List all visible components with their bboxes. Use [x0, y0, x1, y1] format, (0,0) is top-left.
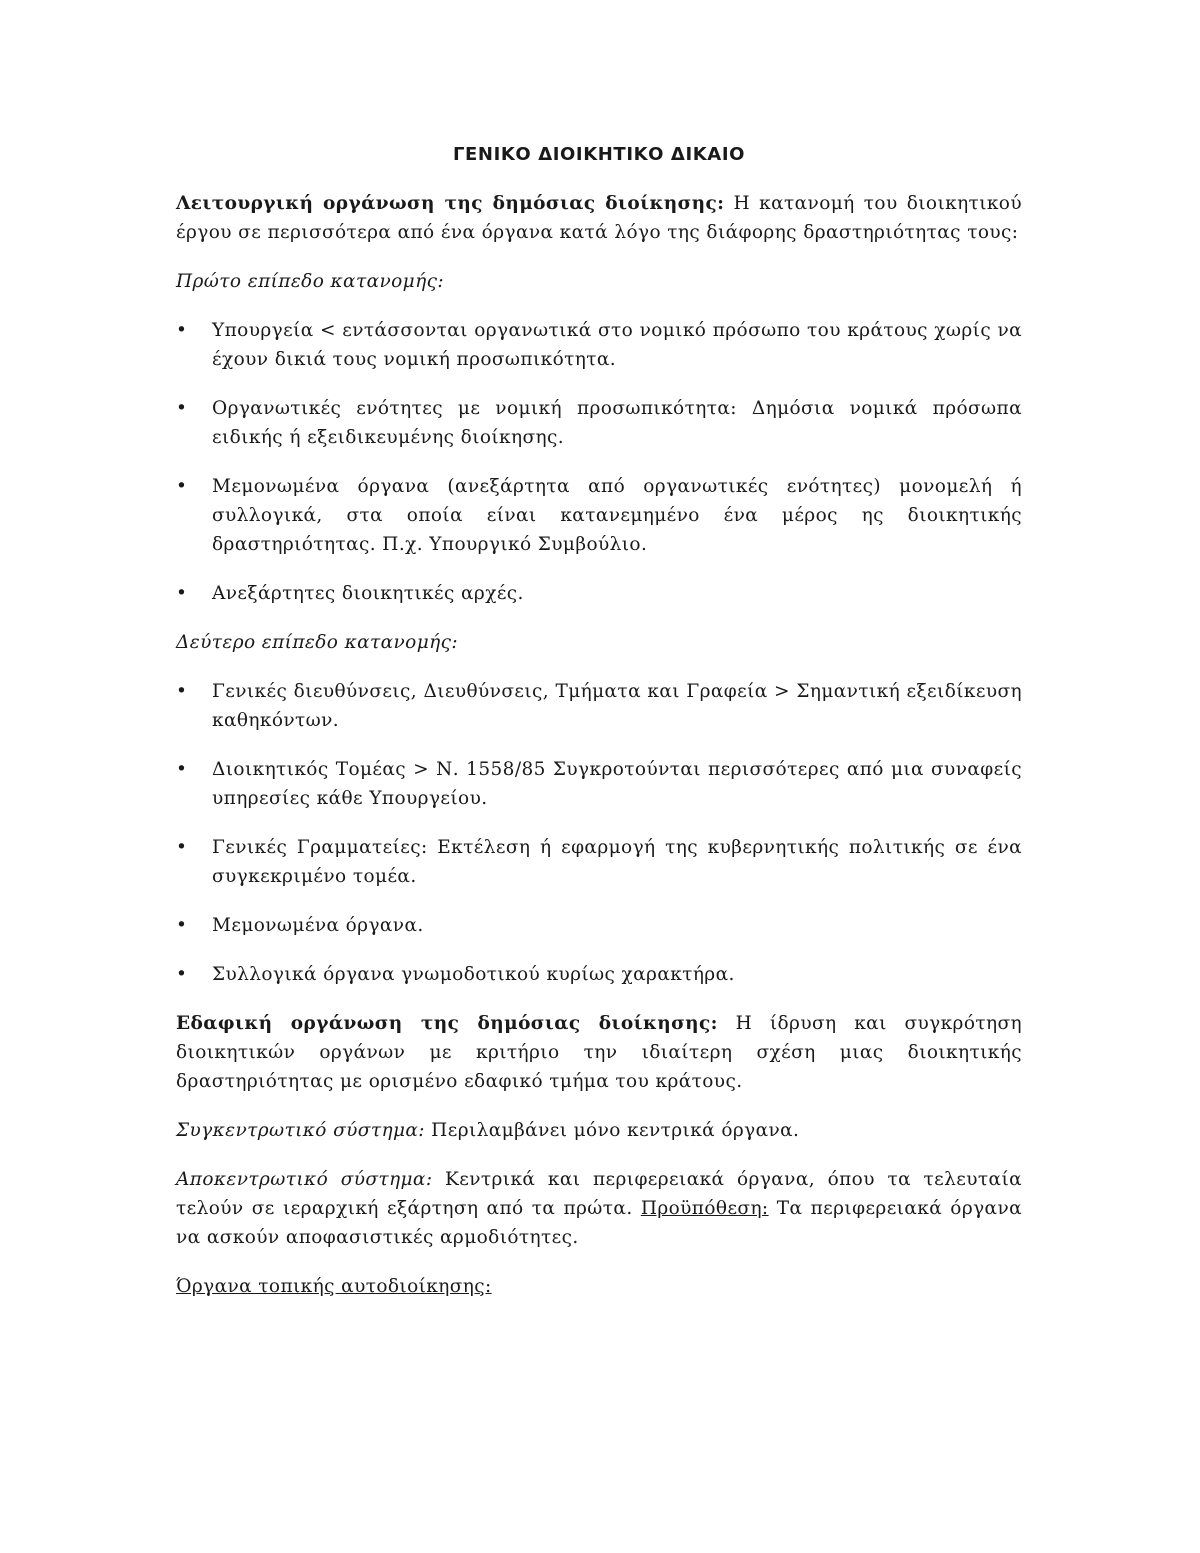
local-government-heading: Όργανα τοπικής αυτοδιοίκησης: — [176, 1276, 492, 1297]
first-level-list — [176, 316, 1022, 608]
decentralized-system: Αποκεντρωτικό σύστημα: Κεντρικά και περιφερειακά όργανα, όπου τα τελευταία τελούν σε ιεραρχική εξάρτηση από τα πρώτα. Προϋπόθεση: Τα περιφερειακά όργανα να ασκούν αποφασιστικές αρμοδιότητες. — [176, 1169, 1022, 1248]
list-item: • Γενικές διευθύνσεις, Διευθύνσεις, Τμήματα και Γραφεία > Σημαντική εξειδίκευση καθηκόντων. — [176, 677, 1022, 735]
centralized-system: Συγκεντρωτικό σύστημα: Περιλαμβάνει μόνο κεντρικά όργανα. — [176, 1120, 800, 1141]
list-item: • Οργανωτικές ενότητες με νομική προσωπικότητα: Δημόσια νομικά πρόσωπα ειδικής ή εξειδικευμένης διοίκησης. — [176, 394, 1022, 452]
section-territorial-organization — [176, 1009, 1022, 1096]
bullet-icon: • — [176, 476, 188, 497]
list-item: • Διοικητικός Τομέας > Ν. 1558/85 Συγκροτούνται περισσότερες από μια συναφείς υπηρεσίες κάθε Υπουργείου. — [176, 755, 1022, 813]
bullet-icon: • — [176, 915, 188, 936]
bullet-icon: • — [176, 681, 188, 702]
section-functional-organization — [176, 189, 1022, 247]
bullet-icon: • — [176, 837, 188, 858]
list-item: • Συλλογικά όργανα γνωμοδοτικού κυρίως χαρακτήρα. — [176, 960, 1022, 989]
section-text: Η κατανομή του διοικητικού έργου σε περισσότερα από ένα όργανα κατά λόγο της διάφορης δραστηριότητας τους: — [176, 193, 1022, 243]
list-item: • Γενικές Γραμματείες: Εκτέλεση ή εφαρμογή της κυβερνητικής πολιτικής σε ένα συγκεκριμένο τομέα. — [176, 833, 1022, 891]
section-heading: Λειτουργική οργάνωση της δημόσιας διοίκησης: — [176, 193, 725, 214]
bullet-icon: • — [176, 759, 188, 780]
document-page — [176, 140, 1022, 1321]
list-item: • Μεμονωμένα όργανα (ανεξάρτητα από οργανωτικές ενότητες) μονομελή ή συλλογικά, στα οποία είναι κατανεμημένο ένα μέρος ης διοικητικής δραστηριότητας. Π.χ. Υπουργικό Συμβούλιο. — [176, 472, 1022, 559]
document-title: ΓΕΝΙΚΟ ΔΙΟΙΚΗΤΙΚΟ ΔΙΚΑΙΟ — [452, 144, 746, 165]
list-item: • Μεμονωμένα όργανα. — [176, 911, 1022, 940]
term-label: Συγκεντρωτικό σύστημα: — [176, 1120, 425, 1141]
bullet-icon: • — [176, 398, 188, 419]
first-level-label: Πρώτο επίπεδο κατανομής: — [176, 271, 444, 292]
bullet-icon: • — [176, 583, 188, 604]
bullet-icon: • — [176, 964, 188, 985]
second-level-list — [176, 677, 1022, 989]
section-heading: Εδαφική οργάνωση της δημόσιας διοίκησης: — [176, 1013, 718, 1034]
term-label: Αποκεντρωτικό σύστημα: — [176, 1169, 433, 1190]
list-item: • Υπουργεία < εντάσσονται οργανωτικά στο νομικό πρόσωπο του κράτους χωρίς να έχουν δικιά τους νομική προσωπικότητα. — [176, 316, 1022, 374]
second-level-label: Δεύτερο επίπεδο κατανομής: — [176, 632, 459, 653]
prerequisite-label: Προϋπόθεση: — [640, 1198, 769, 1219]
list-item: • Ανεξάρτητες διοικητικές αρχές. — [176, 579, 1022, 608]
bullet-icon: • — [176, 320, 188, 341]
section-text: Η ίδρυση και συγκρότηση διοικητικών οργάνων με κριτήριο την ιδιαίτερη σχέση μιας διοικητικής δραστηριότητας με ορισμένο εδαφικό τμήμα του κράτους. — [176, 1013, 1022, 1092]
